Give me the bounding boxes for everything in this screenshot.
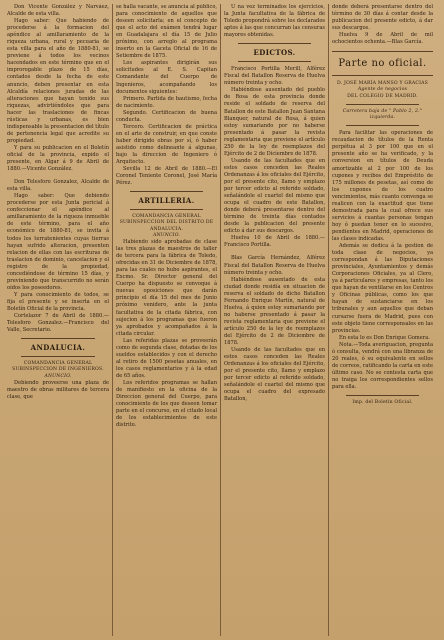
agent-name: D. JOSÉ MARÍA MANSO Y GRACIAS bbox=[336, 81, 429, 87]
divider bbox=[238, 61, 311, 62]
requirement-3: Tercero. Certificacion de práctica en el arte de construir, en que conste haber dirigido obras por sí, ó haber asistido como delineante á algunas, bajo la direccion de Ingeniero ó Arquitecto. bbox=[116, 123, 217, 166]
anuncio-heading: ANUNCIO. bbox=[44, 373, 72, 379]
anuncio-continued: se halla vacante, se anuncia al público, para conocimiento de aquellos que deseen solicitarla; en el concepto de que el acto del exámen tendrá lugar en Guadalajara el día 15 de Julio próximo, con arreglo al programa inserto en la Gaceta Oficial de 16 de Setiembre de 1875. bbox=[116, 4, 218, 60]
section-heading: ARTILLERIA. bbox=[138, 196, 195, 206]
requirement-1: Primero. Partida de bautismo, fecha de nacimiento. bbox=[116, 95, 217, 109]
edicto-1-text-2: Usando de las facultades que en estos casos conceden las Reales Ordenanzas á los oficiales del Ejército, por el presente cito, llamo y emplazo por tercer edicto al referido soldado, señalándole el cuartel del mismo que ocupa el cuadro de este Batallon, donde deberá presentarse dentro del término de treinta días contados desde la publicacion del presente edicto á dar sus descargos. bbox=[224, 157, 325, 235]
columns bbox=[4, 4, 440, 636]
requirement-2: Segundo. Certificacion de buena conducta. bbox=[116, 109, 217, 123]
edicto-2-intro: Blas García Hernández, Alférez Fiscal del Batallon Reserva de Huelva número treinta y ocho. bbox=[224, 255, 325, 276]
agent-text-3: En esta lo es Don Enrique Gomera. bbox=[339, 334, 430, 341]
divider bbox=[21, 356, 95, 357]
anuncio-text: Habiendo sido aprobadas de clase las tres plazas de maestros de taller de tercera para la fábrica de Toledo, ofrecidas en 31 de Diciembre de 1878, para las cuales no hubo aspirantes, el Excmo. Sr. Director general del Cuerpo ha dispuesto se convoque á nuevas oposiciones que darán principio el día 15 del mes de Junio próximo venidero, ante la junta facultativa de la citada fábrica, con sujecion á los programas que fueron ya aprobados y acompañados á la citada circular. bbox=[116, 239, 217, 337]
edicto-2-text: Habiéndose ausentado de esta ciudad donde residía en situacion de reserva el soldado de dicho Batallon Fernando Enrique Martín, natural de Huelva, á quien estoy sumariando por no haberse presentado á pasar la revista reglamentaria que previene el artículo 250 de la ley de reemplazos del Ejército de 2 de Diciembre de 1878. bbox=[224, 276, 325, 347]
signature-text: Cortelazor 7 de Abril de 1880.—Telesforo Gonzalez.—Francisco del Valle, Secretario. bbox=[7, 313, 109, 334]
section-heading: ANDALUCIA. bbox=[30, 343, 86, 353]
imprint: Imp. del Boletín Oficial. bbox=[352, 400, 413, 406]
anuncio-heading: ANUNCIO. bbox=[152, 232, 181, 238]
divider bbox=[238, 43, 311, 44]
divider bbox=[346, 104, 419, 105]
edicto-2-text-2: Usando de las facultades que en estos casos conceden las Reales Ordenanzas á los oficiales del Ejército, por el presente cito, llamo y emplazo por tercer edicto al referido soldado, señalándole el cuartel del mismo que ocupa el cuadro del expresado Batallon, bbox=[224, 347, 325, 403]
edicto-1-signature: Huelva 10 de Abril de 1880.—Francisco Portilla. bbox=[224, 235, 325, 249]
divider bbox=[130, 209, 203, 210]
column-2 bbox=[112, 4, 220, 636]
signature-text: Sevilla 12 de Abril de 1880.—El Coronel Teniente Coronel, José María Pérez. bbox=[116, 166, 217, 187]
divider bbox=[346, 125, 419, 126]
agent-college: DEL COLEGIO DE MADRID. bbox=[347, 93, 418, 99]
publication-text: Y para su publicacion en el Boletín oficial de la provincia, expido el presente, en Algar á 9 de Abril de 1880.—Vicente González. bbox=[7, 144, 109, 173]
anuncio-text-3: Los referidos programas se hallan de manifiesto en la oficina de la Direccion general del Cuerpo, para conocimiento de los que deseen tomar parte en el concurso, en el citado local de los establecimientos de este distrito. bbox=[116, 379, 217, 429]
divider bbox=[346, 395, 419, 396]
double-divider bbox=[332, 75, 433, 76]
hago-saber-text: Hago saber: Que habiendo de procederse á la formacion del apéndice al amillaramiento de la riqueza urbana, rural y pecuaria de esta villa para el año de 1880-81, se previene á todos los vecinos hacendados en este término que en el improrogable plazo de 15 días, contados desde la fecha de este anuncio, deben presentar en esta Alcaldía relaciones juradas de las alteraciones que hayan tenido sus riquezas, advirtiéndoles que para hacer las traslaciones de fincas rústicas y urbanas, es bien indispensable la presentacion del título de pertenencia legal que acredite su propiedad. bbox=[7, 18, 109, 144]
anuncio-text-2: Las referidas plazas se proveerán como de segunda clase, dotadas de los sueldos establecidos y con el derecho al retiro de 1500 pesetas anuales, en los casos reglamentarios y á la edad de 65 años. bbox=[116, 337, 217, 379]
edicto-1-intro: Francisco Portilla Merill, Alférez Fiscal del Batallon Reserva de Huelva número treinta y ocho. bbox=[224, 66, 325, 87]
agent-text-1: Para facilitar las operaciones de recaudacion de títulos de la Renta perpétua al 3 por 100 que en el presente año se ha verificado, y la conversion en títulos de Deuda amortizable al 2 por 100 de los cupones y recibos del Empréstito de 175 millones de pesetas, así como de los cupones de los cuatro vencimientos, más cuanto convenga se realicen con la exactitud que tiene demostrada para la cual ofrece sus servicios á cuantas personas tengan hoy ó puedan tener en lo sucesivo, pendientes en Madrid, operaciones de las clases indicadas. bbox=[332, 130, 433, 242]
edictos-heading: EDICTOS. bbox=[253, 48, 296, 58]
hago-saber-text-2: Hago saber: Que debiendo procederse por esta Junta pericial á confeccionar el apéndice al amillaramiento de la riqueza inmueble de este término, para el año económico de 1880-81, se invita á todos los terratenientes cuyas tierras hayan sufrido alteracion, presenten relacion de ellas con las escrituras de traslacion de dominio, cancelacion y el registro de la propiedad, concediéndose de término 15 días, y previniendo que transcurrido no serán oidos los poseedores. bbox=[7, 193, 109, 291]
edicto-signature: Huelva 9 de Abril de mil ochocientos ochenta.—Blas García. bbox=[332, 32, 433, 46]
agent-note: Nota.—Toda averiguacion, pregunta ó consulta, vendrá con una libranza de 20 reales, ó su equivalente en sellos de correos, ratificando la carta en este último caso. No se contesta carta que no traiga los correspondientes sellos para ella. bbox=[332, 341, 433, 390]
column-1 bbox=[4, 4, 112, 636]
section-subheading: COMANDANCIA GENERAL SUBINSPECCION DEL DISTRITO DE ANDALUCIA. bbox=[119, 214, 214, 232]
column-3 bbox=[220, 4, 328, 636]
alcalde-intro: Don Vicente González y Narváez, Alcalde de esta villa. bbox=[7, 4, 109, 18]
alcalde-intro-2: Don Telesforo Gonzalez, Alcalde de esta villa. bbox=[7, 179, 109, 193]
agent-address: Carretera baja de " Pablo 2, 2.° izquierda. bbox=[342, 108, 423, 121]
parte-no-oficial-heading: Parte no oficial. bbox=[338, 58, 427, 70]
anuncio-text: Debiendo proveerse una plaza de maestro de obras militares de tercera clase, que bbox=[7, 379, 109, 400]
agent-text-2: Además se dedica á la gestion de toda clase de negocios, ya correspondan á las Diputaciones provinciales, Ayuntamientos y demás Corporaciones Oficiales, ya al Clero, ya á particulares y empresas, tanto los que hayan de ventilarse en los Centros y Oficinas públicas, como los que hayan de sustanciarse en los tribunales y aun aquellos que deban cursarse fuera de Madrid, pues con este objeto tiene corresponsales en las provincias. bbox=[332, 243, 433, 334]
ejercicios-text: U na vez terminados los ejercicios, la Junta facultativa de la fábrica de Toledo propondrá sobre los declarados aptos á las que concurran las censuras mayores obtenidas. bbox=[224, 4, 325, 39]
publication-text-2: Y para conocimiento de todos, se fija el presente y se inserta en el Boletín Oficial de la provincia. bbox=[7, 291, 109, 312]
column-4 bbox=[328, 4, 436, 636]
aspirantes-text: Los aspirantes dirigirán sus solicitudes al E. S. Capitan Comandante del Cuerpo de Ingenieros, acompañando los documentos siguientes: bbox=[116, 60, 217, 95]
section-subheading: COMANDANCIA GENERAL SUBINSPECCION DE INGENIEROS. bbox=[12, 361, 104, 373]
divider bbox=[130, 191, 203, 192]
divider bbox=[21, 338, 95, 339]
edicto-1-text: Habiéndose ausentado del pueblo de Rosa de esta provincia donde reside el soldado de reserva del Batallon de este Batallon Juan Santana Blanquer, natural de Rosa, á quien estoy sumariando por no haberse presentado á pasar la revista reglamentaria que previene el artículo 250 de la ley de reemplazos del Ejército de 2 de Diciembre de 1878. bbox=[224, 87, 325, 157]
double-divider bbox=[332, 51, 433, 52]
edicto-continued: donde deberá presentarse dentro del término de 30 días á contar desde la publicacion del presente edicto, á dar sus descargos. bbox=[332, 4, 433, 32]
agent-title: Agente de negocios bbox=[357, 87, 408, 93]
